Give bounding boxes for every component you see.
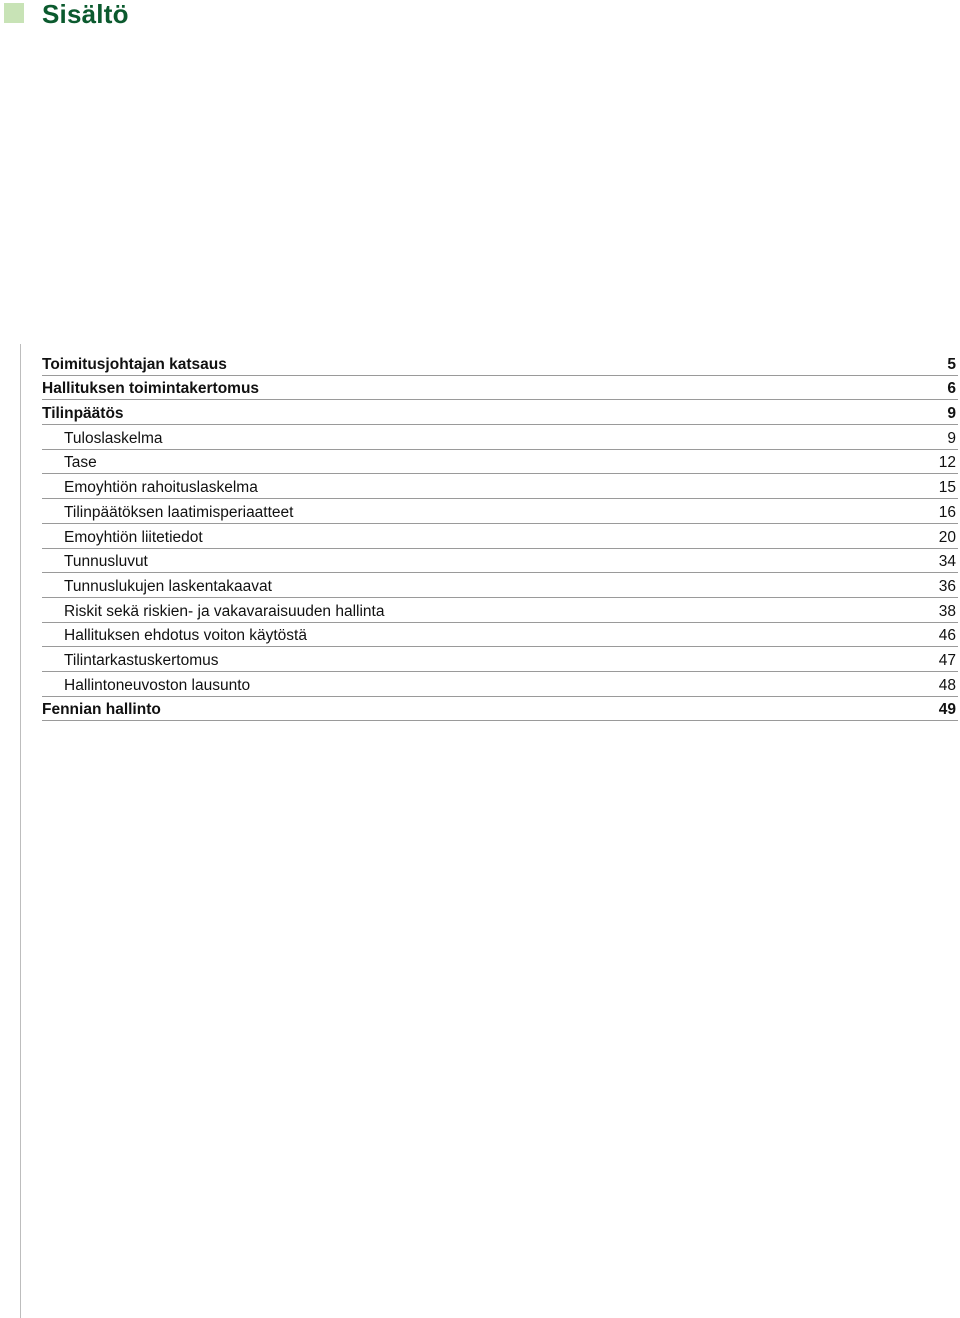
toc-entry-page: 36 xyxy=(938,577,956,595)
toc-entry-page: 5 xyxy=(947,355,956,373)
toc-subentry[interactable] xyxy=(42,672,958,697)
toc-subentry[interactable] xyxy=(42,623,958,648)
toc-entry-label: Hallintoneuvoston lausunto xyxy=(64,676,251,694)
toc-subentry[interactable] xyxy=(42,598,958,623)
toc-entry-page: 46 xyxy=(938,627,956,645)
toc-entry[interactable] xyxy=(42,376,958,401)
toc-subentry[interactable] xyxy=(42,573,958,598)
toc-entry[interactable] xyxy=(42,400,958,425)
toc-entry-page: 9 xyxy=(947,429,956,447)
table-of-contents xyxy=(42,351,958,721)
toc-entry-page: 34 xyxy=(938,553,956,571)
toc-subentry[interactable] xyxy=(42,647,958,672)
header-accent-square xyxy=(4,3,24,23)
toc-entry-page: 47 xyxy=(938,651,956,669)
toc-entry-label: Toimitusjohtajan katsaus xyxy=(42,355,227,373)
toc-entry[interactable] xyxy=(42,351,958,376)
toc-entry-page: 48 xyxy=(938,676,956,694)
toc-entry-label: Tase xyxy=(64,454,97,472)
toc-entry-page: 6 xyxy=(947,380,956,398)
toc-entry-label: Tilinpäätöksen laatimisperiaatteet xyxy=(64,503,294,521)
toc-entry-page: 12 xyxy=(938,454,956,472)
toc-entry[interactable] xyxy=(42,697,958,722)
toc-entry-label: Tunnuslukujen laskentakaavat xyxy=(64,577,272,595)
page-title: Sisältö xyxy=(42,0,129,29)
toc-subentry[interactable] xyxy=(42,499,958,524)
toc-entry-page: 16 xyxy=(938,503,956,521)
toc-subentry[interactable] xyxy=(42,549,958,574)
toc-subentry[interactable] xyxy=(42,524,958,549)
toc-entry-label: Tuloslaskelma xyxy=(64,429,163,447)
toc-entry-label: Fennian hallinto xyxy=(42,701,161,719)
toc-entry-page: 49 xyxy=(938,701,956,719)
toc-entry-label: Tilinpäätös xyxy=(42,405,124,423)
toc-entry-page: 38 xyxy=(938,602,956,620)
toc-entry-label: Emoyhtiön liitetiedot xyxy=(64,528,203,546)
toc-entry-label: Tilintarkastuskertomus xyxy=(64,651,219,669)
toc-subentry[interactable] xyxy=(42,474,958,499)
toc-entry-label: Emoyhtiön rahoituslaskelma xyxy=(64,479,258,497)
toc-entry-label: Hallituksen ehdotus voiton käytöstä xyxy=(64,627,307,645)
vertical-divider xyxy=(20,344,21,1318)
toc-entry-label: Hallituksen toimintakertomus xyxy=(42,380,260,398)
toc-entry-page: 20 xyxy=(938,528,956,546)
toc-entry-label: Tunnusluvut xyxy=(64,553,148,571)
toc-entry-label: Riskit sekä riskien- ja vakavaraisuuden hallinta xyxy=(64,602,385,620)
toc-subentry[interactable] xyxy=(42,450,958,475)
toc-subentry[interactable] xyxy=(42,425,958,450)
toc-entry-page: 9 xyxy=(947,405,956,423)
toc-entry-page: 15 xyxy=(938,479,956,497)
